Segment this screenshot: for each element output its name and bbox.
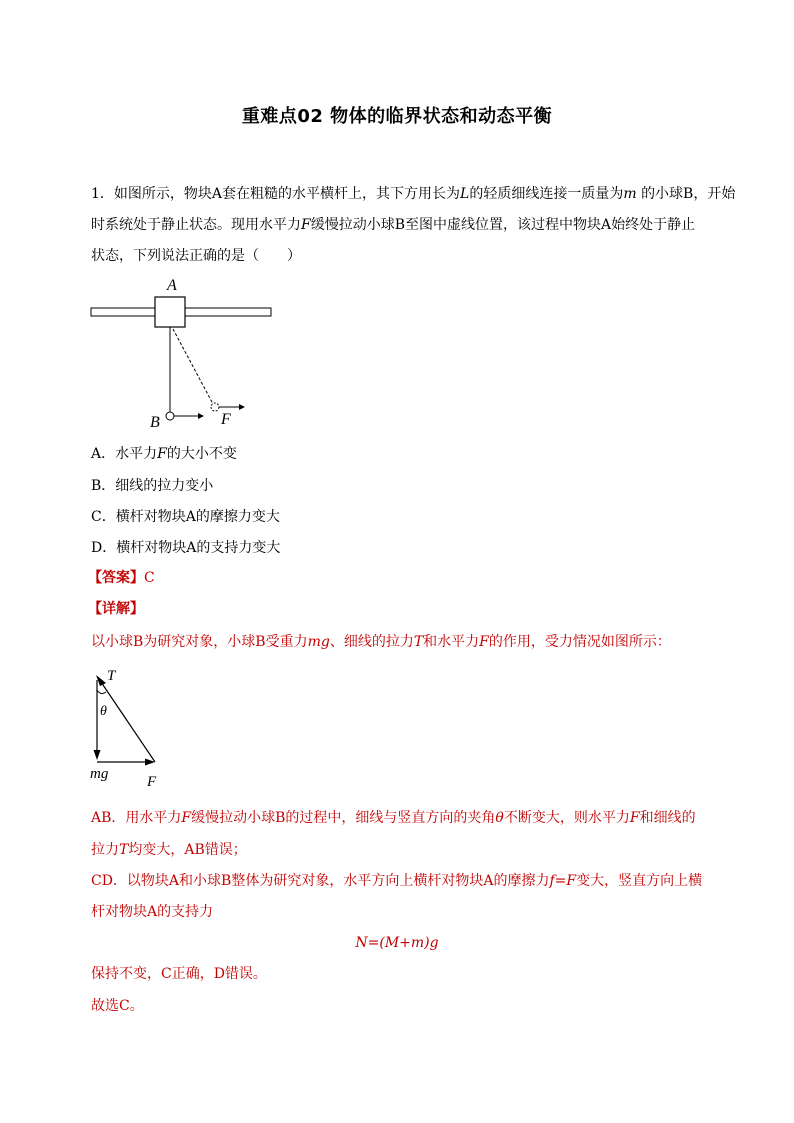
t-vector bbox=[101, 682, 155, 762]
answer-line bbox=[88, 568, 155, 588]
formula: N=(M+m)g bbox=[355, 935, 439, 951]
answer-value: C bbox=[144, 570, 155, 586]
force-triangle-figure bbox=[85, 662, 175, 792]
ab-line-1: AB．用水平力F缓慢拉动小球B的过程中，细线与竖直方向的夹角θ不断变大，则水平力F和细线的 bbox=[91, 810, 696, 826]
conclusion-line: 保持不变，C正确，D错误。 bbox=[91, 966, 267, 982]
theta-arc bbox=[97, 690, 106, 694]
mg-arrowhead bbox=[94, 750, 101, 760]
question-line-1: 1．如图所示，物块A套在粗糙的水平横杆上，其下方用长为L的轻质细线连接一质量为m 的小球B，开始 bbox=[91, 186, 736, 202]
page-title: 重难点02 物体的临界状态和动态平衡 bbox=[241, 106, 553, 127]
force-arrowhead-dashed-pos bbox=[239, 404, 245, 410]
label-f: F bbox=[221, 411, 231, 428]
cd-line-1: CD．以物块A和小球B整体为研究对象，水平方向上横杆对物块A的摩擦力f=F变大，竖直方向上横 bbox=[91, 873, 703, 889]
option-d: D．横杆对物块A的支持力变大 bbox=[91, 540, 281, 556]
label-t: T bbox=[107, 668, 116, 684]
label-theta: θ bbox=[100, 704, 107, 719]
label-mg: mg bbox=[90, 766, 109, 782]
label-b: B bbox=[150, 414, 160, 431]
block-a bbox=[155, 297, 185, 327]
detail-label: 【详解】 bbox=[88, 601, 144, 617]
ball-b-dashed bbox=[211, 403, 219, 411]
option-c: C．横杆对物块A的摩擦力变大 bbox=[91, 509, 280, 525]
label-f2: F bbox=[147, 774, 157, 790]
string-dashed bbox=[173, 329, 213, 404]
answer-label: 【答案】 bbox=[88, 570, 144, 586]
rod-block-figure bbox=[85, 272, 280, 432]
question-number: 1． bbox=[91, 186, 114, 202]
ball-b bbox=[166, 412, 174, 420]
question-line-2: 时系统处于静止状态。现用水平力F缓慢拉动小球B至图中虚线位置，该过程中物块A始终处于静止 bbox=[91, 217, 696, 233]
final-answer-line: 故选C。 bbox=[91, 998, 144, 1014]
force-arrowhead bbox=[198, 413, 204, 419]
cd-line-2: 杆对物块A的支持力 bbox=[91, 904, 214, 920]
label-a: A bbox=[167, 277, 177, 294]
analysis-line-1: 以小球B为研究对象，小球B受重力mg、细线的拉力T和水平力F的作用，受力情况如图所示： bbox=[91, 634, 671, 650]
option-a: A．水平力F的大小不变 bbox=[91, 446, 237, 462]
option-b: B．细线的拉力变小 bbox=[91, 478, 214, 494]
question-line-3: 状态，下列说法正确的是（ ） bbox=[91, 248, 301, 264]
ab-line-2: 拉力T均变大，AB错误； bbox=[91, 842, 247, 858]
